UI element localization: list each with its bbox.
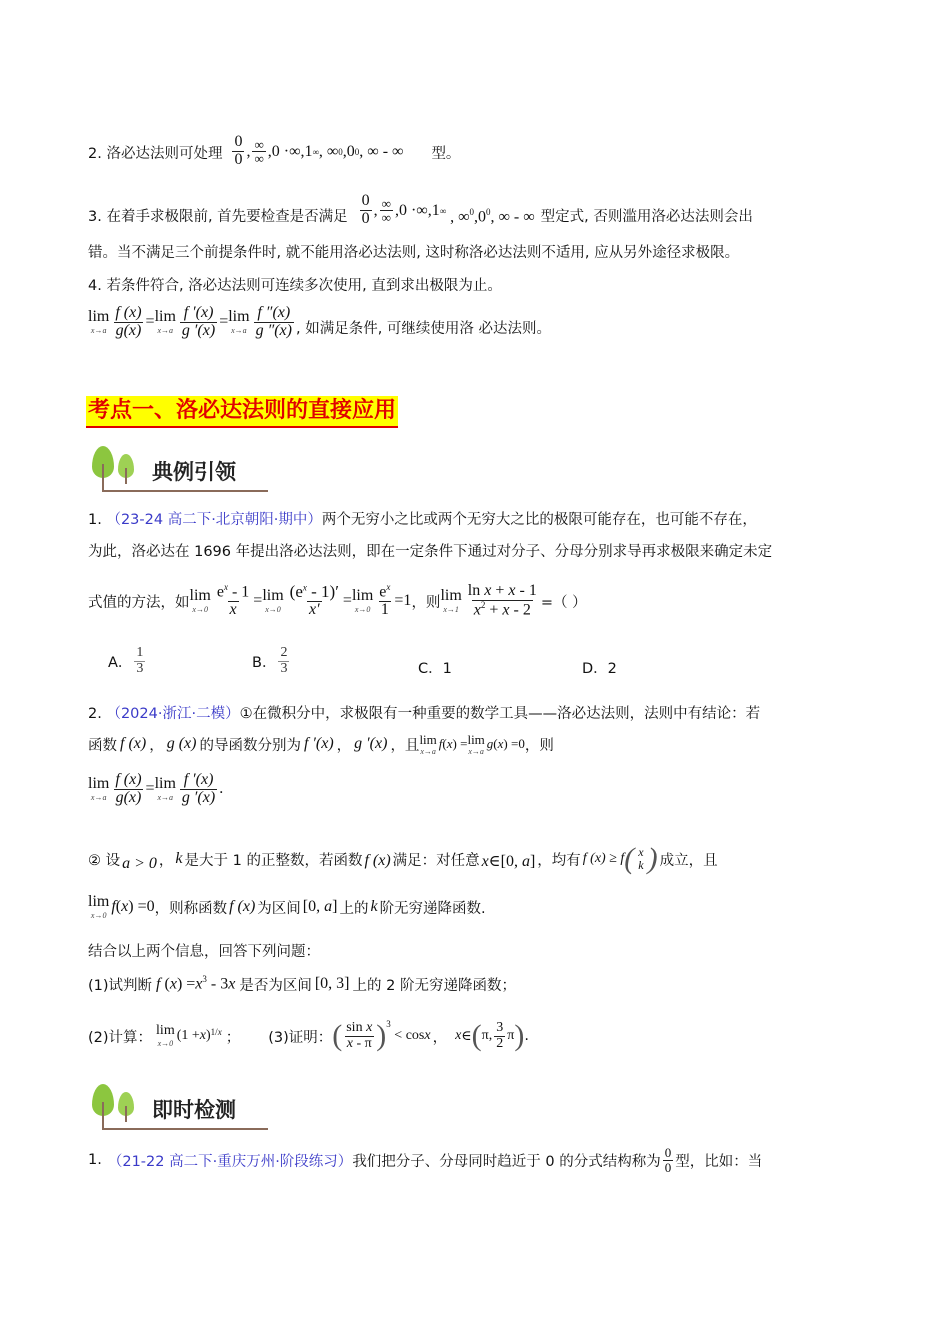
option-d[interactable]: D．2 <box>582 661 617 677</box>
question-limit-formula: lim x→1 $\frac{\text{ln x + x - 1}}{x^2 + x - 2}$ <box>440 582 537 619</box>
example-limit-formula: lim x→0 $\frac{e^x - 1}{x}$ = lim x→0 $\frac{(e^x - 1)'}{x'}$ = lim x→0 $\frac{e^x}{1}$ =1 <box>189 582 412 619</box>
example-2-part2-line1: ② 设 a > 0 ， k 是大于 1 的正整数，若函数 f (x) 满足：对任意 x∈[0, a] ，均有 f (x) ≥ f ( x k ) 成立，且 <box>88 842 718 875</box>
option-b[interactable]: B． $\frac{2}{3}$ <box>252 645 288 676</box>
practice-1-line1: 1. （21-22 高二下·重庆万州·阶段练习） 我们把分子、分母同时趋近于 0 的分式结构称为 $\frac{0}{0}$ 型，比如：当 <box>88 1144 763 1175</box>
sub-questions-2-3: (2)计算： lim x→0 (1 + x ) $^{1/x}$ ； (3)证明： ( $\frac{\text{sin x}}{x - \pi}$ ) $^3$ < cos x ， x ∈ ( π, $\frac{3}{2}$ π ) . <box>88 1019 529 1052</box>
tree-icon <box>88 1082 144 1126</box>
example-1-line2: 为此，洛必达在 1696 年提出洛必达法则，即在一定条件下通过对分子、分母分别求导再求极限来确定未定 <box>88 544 773 560</box>
repeated-lhopital-formula: lim x→a $\frac{f (x)}{g(x)}$ = lim x→a $\frac{f '(x)}{g '(x)}$ = lim x→a $\frac{f ''(x)}{g ''(x)}$ <box>88 304 292 339</box>
example-1-line3: 式值的方法，如 lim x→0 $\frac{e^x - 1}{x}$ = lim x→0 $\frac{(e^x - 1)'}{x'}$ = lim x→0 $\frac{e^x}{1}$ =1 ，则 lim x→1 $\frac{\text{ln x + x - 1}}{x^2 + x - 2}$ =（ ） <box>88 582 587 619</box>
option-a[interactable]: A． $\frac{1}{3}$ <box>108 645 144 676</box>
question-source[interactable]: （2024·浙江·二模） <box>106 706 240 722</box>
example-2-line2: 函数 f (x) ， g (x) 的导函数分别为 f ′(x) ， g ′(x) ，且 lim x→a f ( x ) = lim x→a g ( x ) =0 ，则 <box>88 731 554 756</box>
option-c[interactable]: C．1 <box>418 661 452 677</box>
question-source[interactable]: （23-24 高二下·北京朝阳·期中） <box>106 512 322 528</box>
question-source[interactable]: （21-22 高二下·重庆万州·阶段练习） <box>107 1153 353 1170</box>
rule-item-2 <box>88 113 460 173</box>
rule-item-3-prefix: 3. 在着手求极限前, 首先要检查是否满足 <box>88 209 348 225</box>
example-2-line1: 2. （2024·浙江·二模）①在微积分中，求极限有一种重要的数学工具——洛必达法则，法则中有结论：若 <box>88 706 761 722</box>
combine-instruction: 结合以上两个信息，回答下列问题： <box>88 944 320 960</box>
rule-item-3 <box>88 178 753 230</box>
indeterminate-forms-formula: $\frac{0}{0}$ , $\frac{\infty}{\infty}$ ,0 ·∞,1 ∞ , ∞ 0 ,0 0 , ∞ - ∞ <box>234 133 404 169</box>
badge-practice <box>88 1082 270 1132</box>
indeterminate-forms-formula-a: $\frac{0}{0}$ , $\frac{\infty}{\infty}$ ,0 ·∞,1 ∞ <box>361 192 447 228</box>
question-number: 1. <box>88 512 102 528</box>
rule-item-3-suffix: 型定式, 否则滥用洛必达法则会出 <box>540 209 753 225</box>
badge-examples-label: 典例引领 <box>152 460 236 484</box>
example-1-line1: 1. （23-24 高二下·北京朝阳·期中）两个无穷小之比或两个无穷大之比的极限可能存在，也可能不存在， <box>88 512 757 528</box>
rule-item-4: 4. 若条件符合, 洛必达法则可连续多次使用, 直到求出极限为止。 <box>88 278 502 294</box>
section-heading: 考点一、洛必达法则的直接应用 <box>86 396 398 428</box>
tree-icon <box>88 444 144 488</box>
badge-examples <box>88 444 270 494</box>
rule-item-2-prefix: 2. 洛必达法则可处理 <box>88 146 223 162</box>
rule-item-4-suffix: , 如满足条件, 可继续使用洛 必达法则。 <box>295 320 552 337</box>
rule-item-4-formula-line <box>88 305 551 340</box>
example-2-part2-line2: lim x→0 f ( x ) =0 ，则称函数 f (x) 为区间 [0, a] 上的 k 阶无穷递降函数. <box>88 893 486 920</box>
indeterminate-forms-formula-b: , $\infty^0,0^0$, ∞ - ∞ <box>450 206 535 225</box>
rule-item-2-suffix: 型。 <box>431 146 461 162</box>
rule-item-3-line2: 错。当不满足三个前提条件时, 就不能用洛必达法则, 这时称洛必达法则不适用, 应从另外途径求极限。 <box>88 245 740 261</box>
sub-question-1: (1)试判断 f $(x) =x^3 - 3x$ 是否为区间 [0, 3] 上的 2 阶无穷递降函数； <box>88 974 516 994</box>
lhopital-rule-formula: lim x→a $\frac{f (x)}{g(x)}$ = lim x→a $\frac{f '(x)}{g '(x)}$ . <box>88 771 224 806</box>
badge-practice-label: 即时检测 <box>152 1098 236 1122</box>
